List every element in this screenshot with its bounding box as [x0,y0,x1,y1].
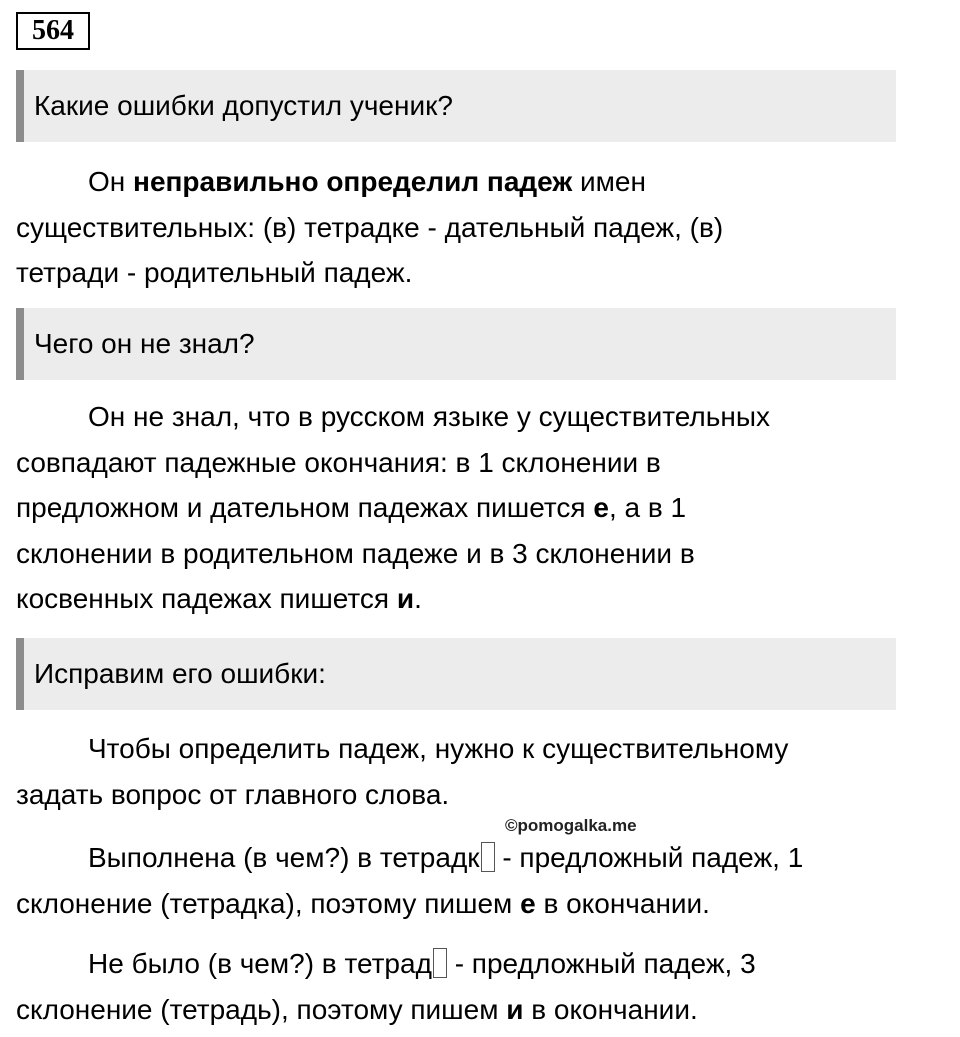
bold-letter: е [520,887,536,919]
answer-4-line-2 [16,881,926,927]
answer-4-line-1 [16,835,926,881]
text: - предложный падеж, 1 [494,842,804,873]
bold-letter: е [593,492,609,523]
question-bar-1 [16,70,896,142]
answer-2-line-5 [16,576,926,622]
text: , а в 1 [608,492,687,523]
answer-3-line-1: Чтобы определить падеж, нужно к существительному [88,733,789,764]
answer-2-line-3 [16,485,926,531]
text: склонение (тетрадь), поэтому пишем [16,993,507,1025]
watermark: ©pomogalka.me [505,816,637,835]
text: косвенных падежах пишется [16,583,397,614]
text: . [414,583,422,614]
answer-4 [16,835,926,926]
answer-1 [16,159,926,296]
answer-3-line-2: задать вопрос от главного слова. [16,778,450,810]
bold-phrase: неправильно определил падеж [133,166,573,197]
answer-1-line-3: тетради - родительный падеж. [16,257,413,288]
question-1-text: Какие ошибки допустил ученик? [34,90,453,121]
text: Он [88,166,134,197]
answer-2-line-2: совпадают падежные окончания: в 1 склонении в [16,446,661,478]
text: в окончании. [523,993,698,1025]
answer-5 [16,941,926,1032]
answer-2-line-1: Он не знал, что в русском языке у существительных [88,401,770,432]
text: Не было (в чем?) в тетрад [88,948,432,979]
question-bar-2 [16,308,896,380]
text: - предложный падеж, 3 [446,948,756,979]
text: имен [572,166,646,197]
answer-5-line-2 [16,987,926,1033]
answer-2-line-4: склонении в родительном падеже и в 3 склонении в [16,537,695,569]
task-number: 564 [16,12,90,50]
question-3-text: Исправим его ошибки: [34,658,326,689]
question-bar-3 [16,638,896,710]
answer-2 [16,394,926,622]
text: склонение (тетрадка), поэтому пишем [16,887,521,919]
bold-letter: и [396,583,415,614]
answer-1-line-1 [16,159,926,205]
answer-5-line-1 [16,941,926,987]
text: в окончании. [535,887,710,919]
question-2-text: Чего он не знал? [34,328,255,359]
text: предложном и дательном падежах пишется [16,492,594,523]
ending-highlight-box [433,948,447,978]
answer-1-line-2: существительных: (в) тетрадке - дательный падеж, (в) [16,211,724,243]
answer-3 [16,726,926,817]
bold-letter: и [506,993,524,1025]
ending-highlight-box [481,842,495,872]
text: Выполнена (в чем?) в тетрадк [88,842,480,873]
